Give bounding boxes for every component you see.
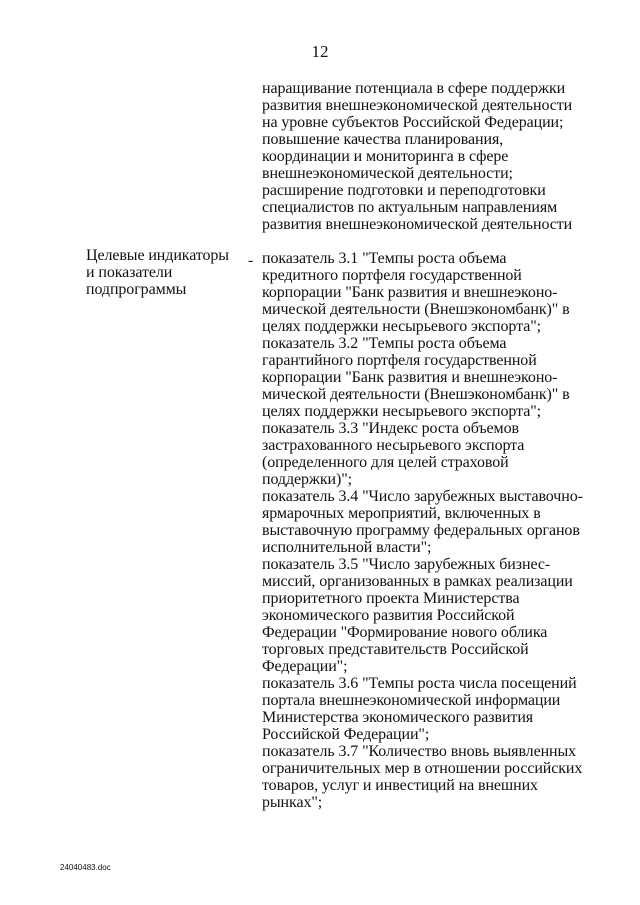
label-line: Целевые индикаторы xyxy=(86,247,229,264)
text-line: выставочную программу федеральных органов xyxy=(262,522,580,539)
text-line: гарантийного портфеля государственной xyxy=(262,352,537,369)
text-line: кредитного портфеля государственной xyxy=(262,267,522,284)
text-line: повышение качества планирования, xyxy=(262,131,504,148)
text-line: ограничительных мер в отношении российских xyxy=(262,760,583,777)
text-line: наращивание потенциала в сфере поддержки xyxy=(262,80,566,97)
text-line: экономического развития Российской xyxy=(262,607,515,624)
text-line: внешнеэкономической деятельности; xyxy=(262,165,513,182)
text-line: показатель 3.5 "Число зарубежных бизнес- xyxy=(262,556,551,573)
text-line: показатель 3.3 "Индекс роста объемов xyxy=(262,420,519,437)
text-line: показатель 3.4 "Число зарубежных выставочно- xyxy=(262,488,583,505)
text-line: товаров, услуг и инвестиций на внешних xyxy=(262,777,538,794)
text-line: исполнительной власти"; xyxy=(262,539,432,556)
footer-filename: 24040483.doc xyxy=(60,863,111,872)
text-line: миссий, организованных в рамках реализации xyxy=(262,573,573,590)
text-line: мической деятельности (Внешэкономбанк)" в xyxy=(262,301,570,318)
text-line: показатель 3.6 "Темпы роста числа посещений xyxy=(262,675,577,692)
text-line: целях поддержки несырьевого экспорта"; xyxy=(262,318,541,335)
text-line: Федерации"; xyxy=(262,658,348,675)
text-line: приоритетного проекта Министерства xyxy=(262,590,520,607)
text-line: показатель 3.1 "Темпы роста объема xyxy=(262,250,507,267)
text-line: корпорации "Банк развития и внешнеэконо- xyxy=(262,284,558,301)
text-line: рынках"; xyxy=(262,794,323,811)
text-line: застрахованного несырьевого экспорта xyxy=(262,437,525,454)
page-number: 12 xyxy=(311,42,329,61)
label-line: и показатели xyxy=(86,264,173,281)
text-line: Российской Федерации"; xyxy=(262,726,430,743)
text-line: показатель 3.7 "Количество вновь выявленных xyxy=(262,743,577,760)
text-line: (определенного для целей страховой xyxy=(262,454,509,471)
text-line: ярмарочных мероприятий, включенных в xyxy=(262,505,541,522)
text-line: специалистов по актуальным направлениям xyxy=(262,199,558,216)
text-line: торговых представительств Российской xyxy=(262,641,529,658)
text-line: Федерации "Формирование нового облика xyxy=(262,624,548,641)
text-line: Министерства экономического развития xyxy=(262,709,534,726)
label-line: подпрограммы xyxy=(86,281,187,298)
list-dash: - xyxy=(248,252,254,269)
text-line: развития внешнеэкономической деятельности xyxy=(262,97,573,114)
text-line: расширение подготовки и переподготовки xyxy=(262,182,546,199)
text-line: развития внешнеэкономической деятельности xyxy=(262,216,573,233)
text-line: мической деятельности (Внешэкономбанк)" в xyxy=(262,386,570,403)
text-line: поддержки)"; xyxy=(262,471,352,488)
text-line: портала внешнеэкономической информации xyxy=(262,692,561,709)
text-line: корпорации "Банк развития и внешнеэконо- xyxy=(262,369,558,386)
text-line: целях поддержки несырьевого экспорта"; xyxy=(262,403,541,420)
text-line: координации и мониторинга в сфере xyxy=(262,148,509,165)
text-line: показатель 3.2 "Темпы роста объема xyxy=(262,335,507,352)
text-line: на уровне субъектов Российской Федерации; xyxy=(262,114,564,131)
